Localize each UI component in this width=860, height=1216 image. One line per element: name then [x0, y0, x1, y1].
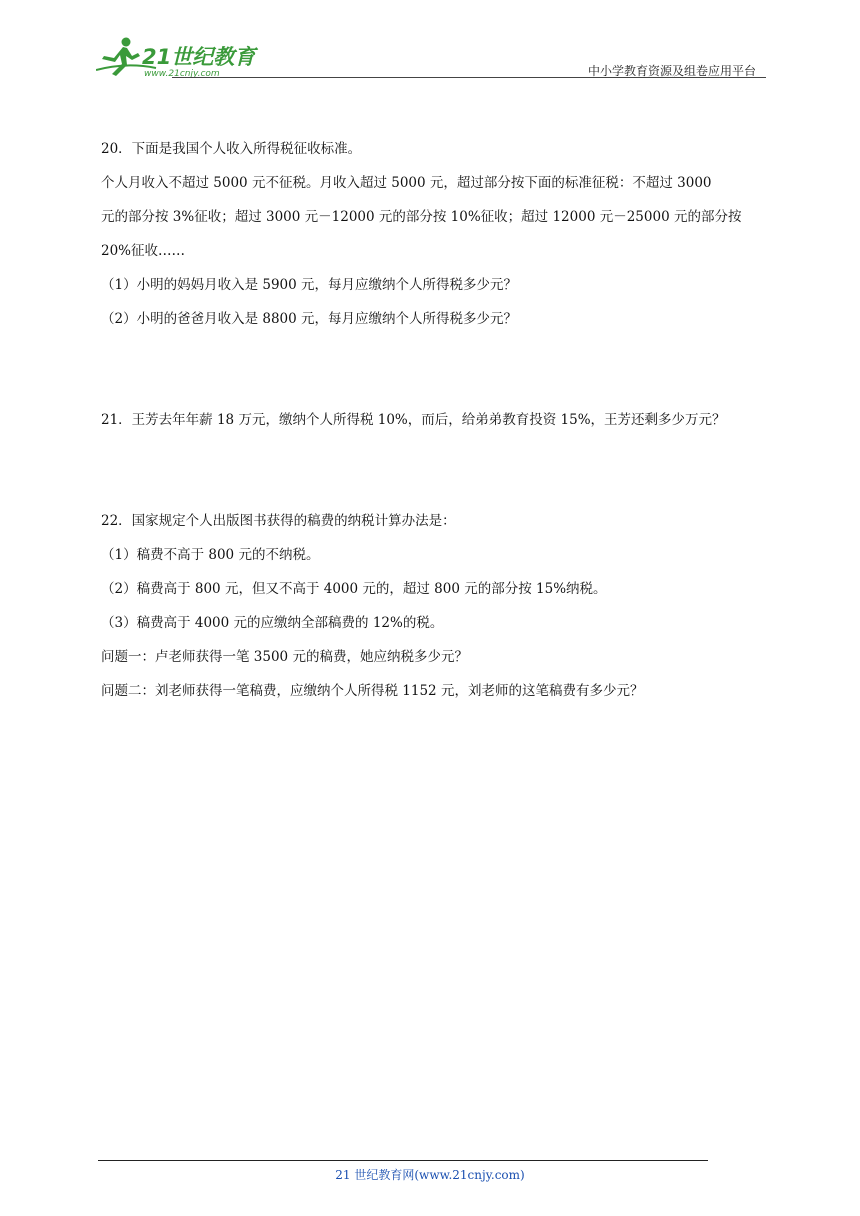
q22-rule-3: （3）稿费高于 4000 元的应缴纳全部稿费的 12%的税。 — [101, 615, 444, 631]
q22-question-2: 问题二：刘老师获得一笔稿费，应缴纳个人所得税 1152 元，刘老师的这笔稿费有多少元？ — [101, 683, 644, 699]
page-header — [96, 30, 766, 80]
q20-paragraph-line-1: 个人月收入不超过 5000 元不征税。月收入超过 5000 元，超过部分按下面的标准征税：不超过 3000 — [101, 175, 712, 191]
q22-rule-1: （1）稿费不高于 800 元的不纳税。 — [101, 547, 320, 563]
q20-paragraph-line-2: 元的部分按 3%征收；超过 3000 元－12000 元的部分按 10%征收；超过 12000 元－25000 元的部分按 — [101, 209, 742, 225]
q21-title: 21．王芳去年年薪 18 万元，缴纳个人所得税 10%，而后，给弟弟教育投资 15%，王芳还剩多少万元？ — [101, 412, 726, 428]
site-logo — [96, 34, 266, 78]
platform-caption: 中小学教育资源及组卷应用平台 — [587, 64, 756, 78]
footer-divider — [98, 1160, 708, 1161]
logo-wordmark: 21世纪教育 — [142, 45, 256, 69]
footer-link[interactable]: 21 世纪教育网(www.21cnjy.com) — [335, 1168, 525, 1182]
q20-title: 20．下面是我国个人收入所得税征收标准。 — [101, 141, 362, 157]
logo-url: www.21cnjy.com — [144, 69, 220, 78]
q22-title: 22．国家规定个人出版图书获得的稿费的纳税计算办法是： — [101, 513, 456, 529]
q20-subquestion-1: （1）小明的妈妈月收入是 5900 元，每月应缴纳个人所得税多少元？ — [101, 277, 518, 293]
q20-paragraph-line-3: 20%征收…… — [101, 243, 186, 259]
q22-rule-2: （2）稿费高于 800 元，但又不高于 4000 元的，超过 800 元的部分按 15%纳税。 — [101, 581, 607, 597]
header-divider — [172, 77, 766, 78]
q20-subquestion-2: （2）小明的爸爸月收入是 8800 元，每月应缴纳个人所得税多少元？ — [101, 311, 518, 327]
q22-question-1: 问题一：卢老师获得一笔 3500 元的稿费，她应纳税多少元？ — [101, 649, 468, 665]
runner-logo-icon — [96, 34, 266, 78]
